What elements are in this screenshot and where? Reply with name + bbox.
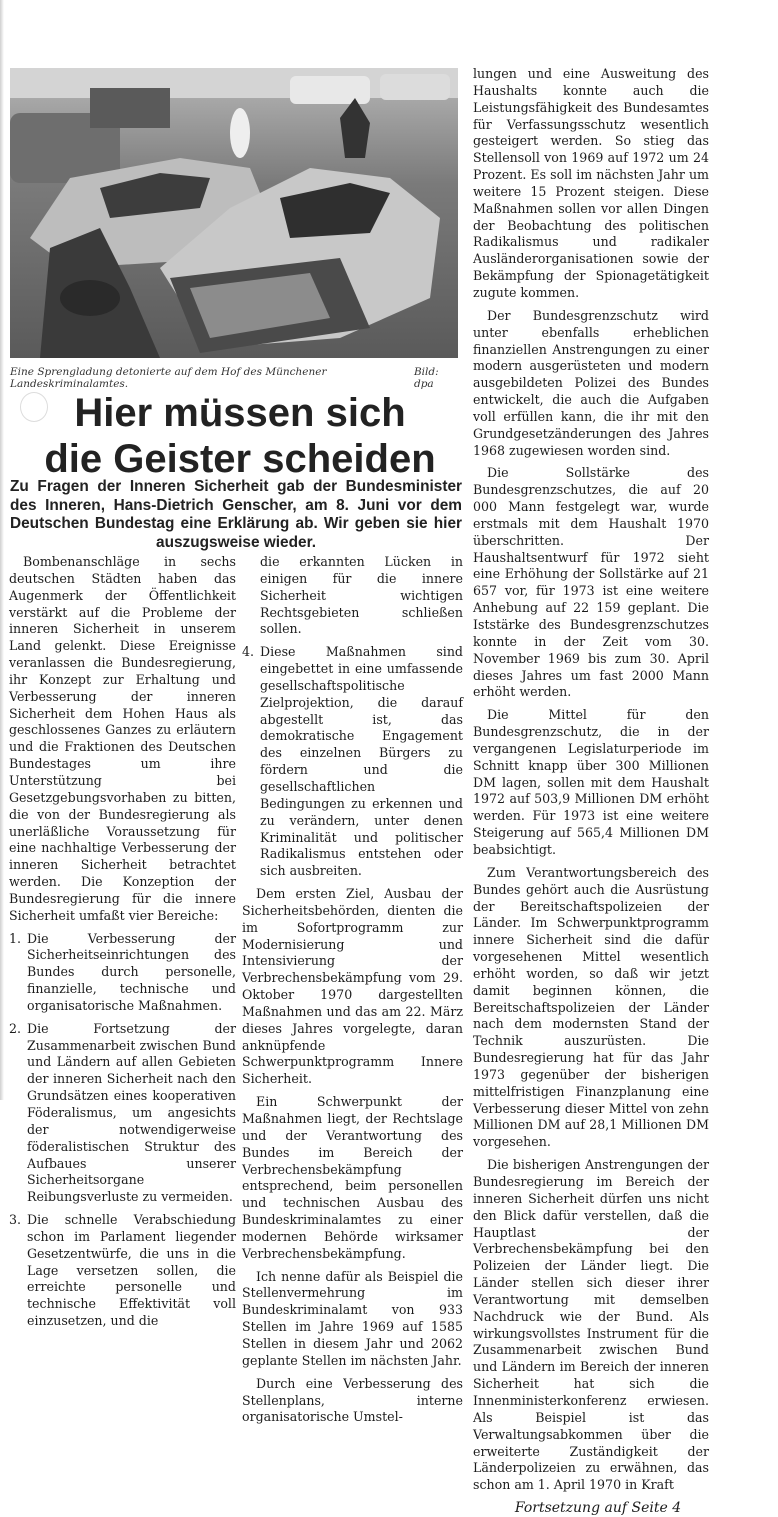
paragraph: Der Bundesgrenzschutz wird unter ebenfalls erheblichen finanziellen Anstrengungen zu einer modern ausgerüsteten und modern ausgebildeten Polizei des Bundes entwickelt, die auch die Aufgaben voll erfüllen kann, die ihr mit den Grundgesetzänderungen des Jahres 1968 zugewiesen worden sind. [473,307,709,458]
list-number: 2. [9,1020,22,1036]
caption-text: Eine Sprengladung detonierte auf dem Hof des Münchener Landeskriminalamtes. [10,366,327,390]
headline [10,390,470,482]
list-item [9,931,236,1015]
photo-caption [10,366,458,390]
scan-edge [0,0,4,1100]
paragraph: lungen und eine Ausweitung des Haushalts konnte auch die Leistungsfähigkeit des Bundesamtes für Verfassungsschutz wesentlich gesteigert werden. So stieg das Stellensoll von 1969 auf 1972 um 24 Prozent. Es soll im nächsten Jahr um weitere 15 Prozent steigen. Diese Maßnahmen sollen vor allen Dingen der Beobachtung des politischen Radikalismus und radikaler Ausländerorganisationen sowie der Bekämpfung der Spionagetätigkeit zugute kommen. [473,66,709,300]
list-text: die erkannten Lücken in einigen für die innere Sicherheit wichtigen Rechtsgebieten schließen sollen. [260,554,463,637]
subheadline: Zu Fragen der Inneren Sicherheit gab der Bundesminister des Inneren, Hans-Dietrich Genscher, am 8. Juni vor dem Deutschen Bundestag eine Erklärung ab. Wir geben sie hier auszugsweise wieder. [10,478,462,551]
paragraph: Die Sollstärke des Bundesgrenzschutzes, die auf 20 000 Mann festgelegt war, wurde erstmals mit dem Haushalt 1970 überschritten. Der Haushaltsentwurf für 1972 sieht eine Erhöhung der Sollstärke auf 21 657 vor, für 1973 ist eine weitere Anhebung auf 22 159 geplant. Die Iststärke des Bundesgrenzschutzes konnte in der Zeit vom 30. November 1969 bis zum 30. April dieses Jahres um fast 2000 Mann erhöht werden. [473,465,709,700]
measures-list [9,931,236,1330]
paragraph: Die Mittel für den Bundesgrenzschutz, die in der vergangenen Legislaturperiode im Schnitt knapp über 300 Millionen DM lagen, sollen mit dem Haushalt 1972 auf 503,9 Millionen DM erhöht werden. Für 1973 ist eine weitere Steigerung auf 565,4 Millionen DM beabsichtigt. [473,707,709,857]
measures-list-continued [242,554,463,880]
column-1 [9,554,236,1336]
column-2 [242,554,463,1426]
continuation-note: Fortsetzung auf Seite 4 [514,1500,682,1517]
paragraph: Die bisherigen Anstrengungen der Bundesregierung im Bereich der inneren Sicherheit dürfen uns nicht den Blick dafür verstellen, daß die Hauptlast der Verbrechensbekämpfung bei den Polizeien der Länder liegt. Die Länder stellen sich dieser ihrer Verantwortung mit demselben Nachdruck wie der Bund. Als wirkungsvollstes Instrument für die Zusammenarbeit zwischen Bund und Ländern im Bereich der inneren Sicherheit hat sich die Innenministerkonferenz erwiesen. Als Beispiel ist das Verwaltungsabkommen über die erweiterte Zuständigkeit der Länderpolizeien zu erwähnen, das schon am 1. April 1970 in Kraft [473,1157,709,1493]
headline-line-2: die Geister scheiden [44,437,436,481]
paragraph: Durch eine Verbesserung des Stellenplans, interne organisatorische Umstel- [242,1375,463,1425]
list-text: Diese Maßnahmen sind eingebettet in eine umfassende gesellschaftspolitische Zielprojektion, die darauf abgestellt ist, das demokratische Engagement des einzelnen Bürgers zu fördern und die gesellschaftlichen Bedingungen zu erkennen und zu verändern, unter denen Kriminalität und politischer Radikalismus entstehen oder sich ausbreiten. [260,644,463,879]
photo-credit: Bild: dpa [413,366,439,390]
list-item [242,644,463,880]
list-item [9,1021,236,1206]
list-item [9,1212,236,1330]
list-number: 3. [9,1212,22,1228]
paragraph: Ich nenne dafür als Beispiel die Stellenvermehrung im Bundeskriminalamt von 933 Stellen im Jahre 1969 auf 1585 Stellen in diesem Jahr und 2062 geplante Stellen im nächsten Jahr. [242,1268,463,1368]
paragraph: Dem ersten Ziel, Ausbau der Sicherheitsbehörden, dienten die im Sofortprogramm zur Modernisierung und Intensivierung der Verbrechensbekämpfung vom 29. Oktober 1970 dargestellten Maßnahmen und das am 22. März dieses Jahres vorgelegte, daran anknüpfende Schwerpunktprogramm Innere Sicherheit. [242,886,463,1087]
list-number: 1. [9,930,22,946]
headline-line-1: Hier müssen sich [74,391,406,435]
column-3 [473,66,709,1517]
list-text: Die Fortsetzung der Zusammenarbeit zwischen Bund und Ländern auf allen Gebieten der inneren Sicherheit nach den Grundsätzen eines kooperativen Föderalismus, um angesichts der notwendigerweise föderalistischen Struktur des Aufbaues unserer Sicherheitsorgane Reibungsverluste zu vermeiden. [27,1020,236,1205]
list-number: 4. [242,644,255,660]
intro-paragraph: Bombenanschläge in sechs deutschen Städten haben das Augenmerk der Öffentlichkeit verstärkt auf die Probleme der inneren Sicherheit in unserem Land gelenkt. Diese Ereignisse veranlassen die Bundesregierung, ihr Konzept zur Erhaltung und Verbesserung der inneren Sicherheit dem Hohen Haus als geschlossenes Ganzes zu erläutern und die Fraktionen des Deutschen Bundestages um ihre Unterstützung bei Gesetzgebungsvorhaben zu bitten, die von der Bundesregierung als unerläßliche Voraussetzung für eine nachhaltige Verbesserung der inneren Sicherheit betrachtet werden. Die Konzeption der Bundesregierung für die innere Sicherheit umfaßt vier Bereiche: [9,554,236,923]
bombed-cars-image [10,68,458,358]
paragraph: Ein Schwerpunkt der Maßnahmen liegt, der Rechtslage und der Verantwortung des Bundes im Bereich der Verbrechensbekämpfung entsprechend, beim personellen und technischen Ausbau des Bundeskriminalamtes zu einer modernen Behörde wirksamer Verbrechensbekämpfung. [242,1094,463,1261]
list-text: Die schnelle Verabschiedung schon im Parlament liegender Gesetzentwürfe, die uns in die Lage versetzen sollen, die erreichte personelle und technische Effektivität voll einzusetzen, und die [27,1212,236,1329]
list-text: Die Verbesserung der Sicherheitseinrichtungen des Bundes durch personelle, finanzielle, technische und organisatorische Maßnahmen. [27,930,236,1013]
list-item [242,554,463,638]
news-photo [10,68,458,358]
paragraph: Zum Verantwortungsbereich des Bundes gehört auch die Ausrüstung der Bereitschaftspolizeien der Länder. Im Schwerpunktprogramm innere Sicherheit sind die dafür vorgesehenen Mittel wesentlich erhöht worden, so daß wir jetzt damit beginnen können, die Bereitschaftspolizeien der Länder nach dem modernsten Stand der Technik auszurüsten. Die Bundesregierung hat für das Jahr 1973 gegenüber der bisherigen mittelfristigen Finanzplanung eine Verbesserung dieser Mittel von zehn Millionen DM auf 28,1 Millionen DM vorgesehen. [473,864,709,1150]
